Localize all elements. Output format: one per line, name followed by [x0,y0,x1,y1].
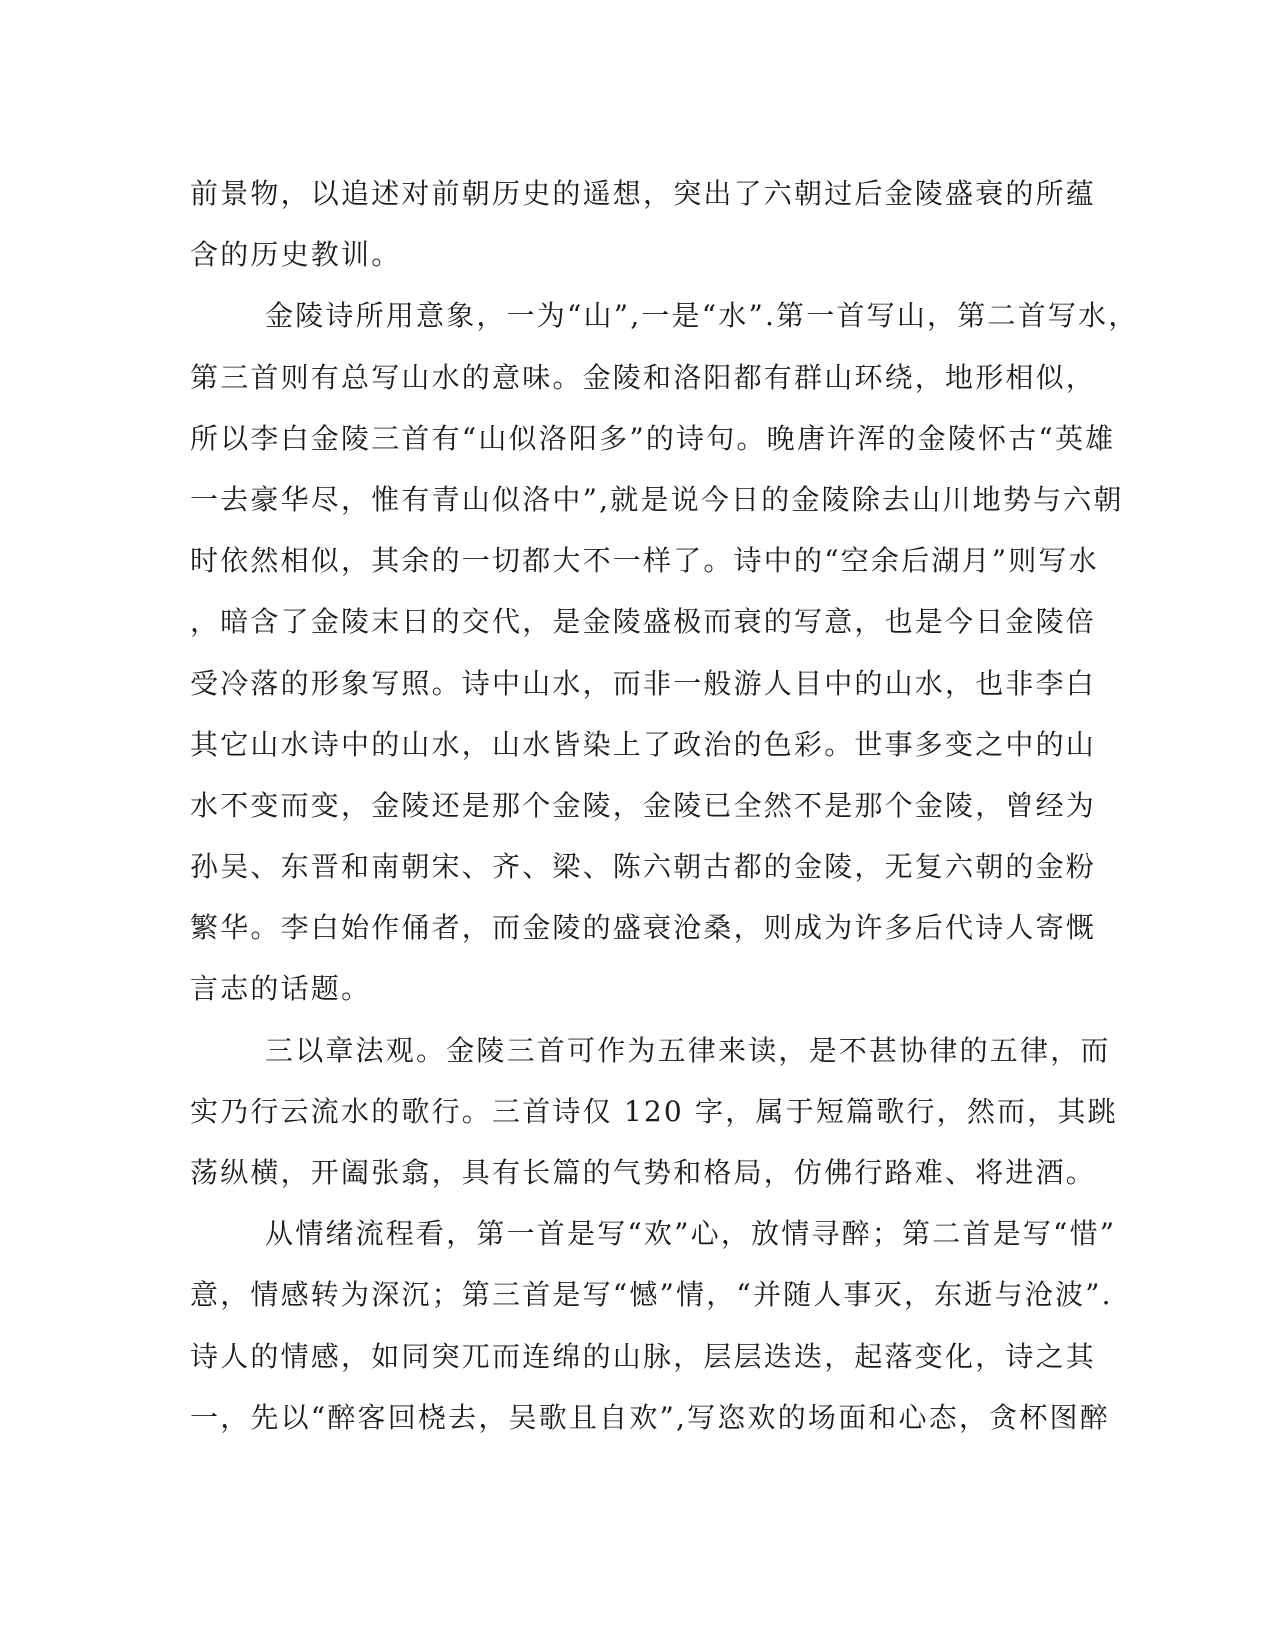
text-line: 含的历史教训。 [190,238,402,272]
text-line: 所以李白金陵三首有“山似洛阳多”的诗句。晚唐许浑的金陵怀古“英雄 [190,421,1116,455]
text-line: 实乃行云流水的歌行。三首诗仅 120 字，属于短篇歌行，然而，其跳 [190,1094,1118,1128]
paragraph-start-line: 三以章法观。金陵三首可作为五律来读，是不甚协律的五律，而 [265,1033,1111,1067]
text-line: 一去豪华尽，惟有青山似洛中”,就是说今日的金陵除去山川地势与六朝 [190,482,1124,516]
text-line: ，暗含了金陵末日的交代，是金陵盛极而衰的写意，也是今日金陵倍 [190,605,1097,639]
text-line: 荡纵横，开阖张翕，具有长篇的气势和格局，仿佛行路难、将进酒。 [190,1156,1097,1189]
text-line: 前景物，以追述对前朝历史的遥想，突出了六朝过后金陵盛衰的所蕴 [190,177,1097,210]
text-line: 言志的话题。 [190,972,372,1006]
text-line: 第三首则有总写山水的意味。金陵和洛阳都有群山环绕，地形相似， [190,360,1097,394]
text-line: 意，情感转为深沉；第三首是写“憾”情，“并随人事灭，东逝与沧波”. [190,1278,1113,1312]
text-line: 水不变而变，金陵还是那个金陵，金陵已全然不是那个金陵，曾经为 [190,788,1097,822]
text-line: 繁华。李白始作俑者，而金陵的盛衰沧桑，则成为许多后代诗人寄慨 [190,911,1097,945]
body-text [190,163,1139,1448]
paragraph-start-line: 金陵诗所用意象，一为“山”,一是“水”.第一首写山，第二首写水， [265,299,1139,333]
text-line: 诗人的情感，如同突兀而连绵的山脉，层层迭迭，起落变化，诗之其 [190,1339,1097,1373]
text-line: 孙吴、东晋和南朝宋、齐、梁、陈六朝古都的金陵，无复六朝的金粉 [190,850,1097,884]
paragraph-start-line: 从情绪流程看，第一首是写“欢”心，放情寻醉；第二首是写“惜” [265,1217,1117,1251]
text-line: 其它山水诗中的山水，山水皆染上了政治的色彩。世事多变之中的山 [190,727,1097,761]
text-line: 时依然相似，其余的一切都大不一样了。诗中的“空余后湖月”则写水 [190,544,1099,578]
text-line: 受冷落的形象写照。诗中山水，而非一般游人目中的山水，也非李白 [190,666,1097,700]
text-line: 一，先以“醉客回桡去，吴歌且自欢”,写恣欢的场面和心态，贪杯图醉 [190,1400,1110,1434]
